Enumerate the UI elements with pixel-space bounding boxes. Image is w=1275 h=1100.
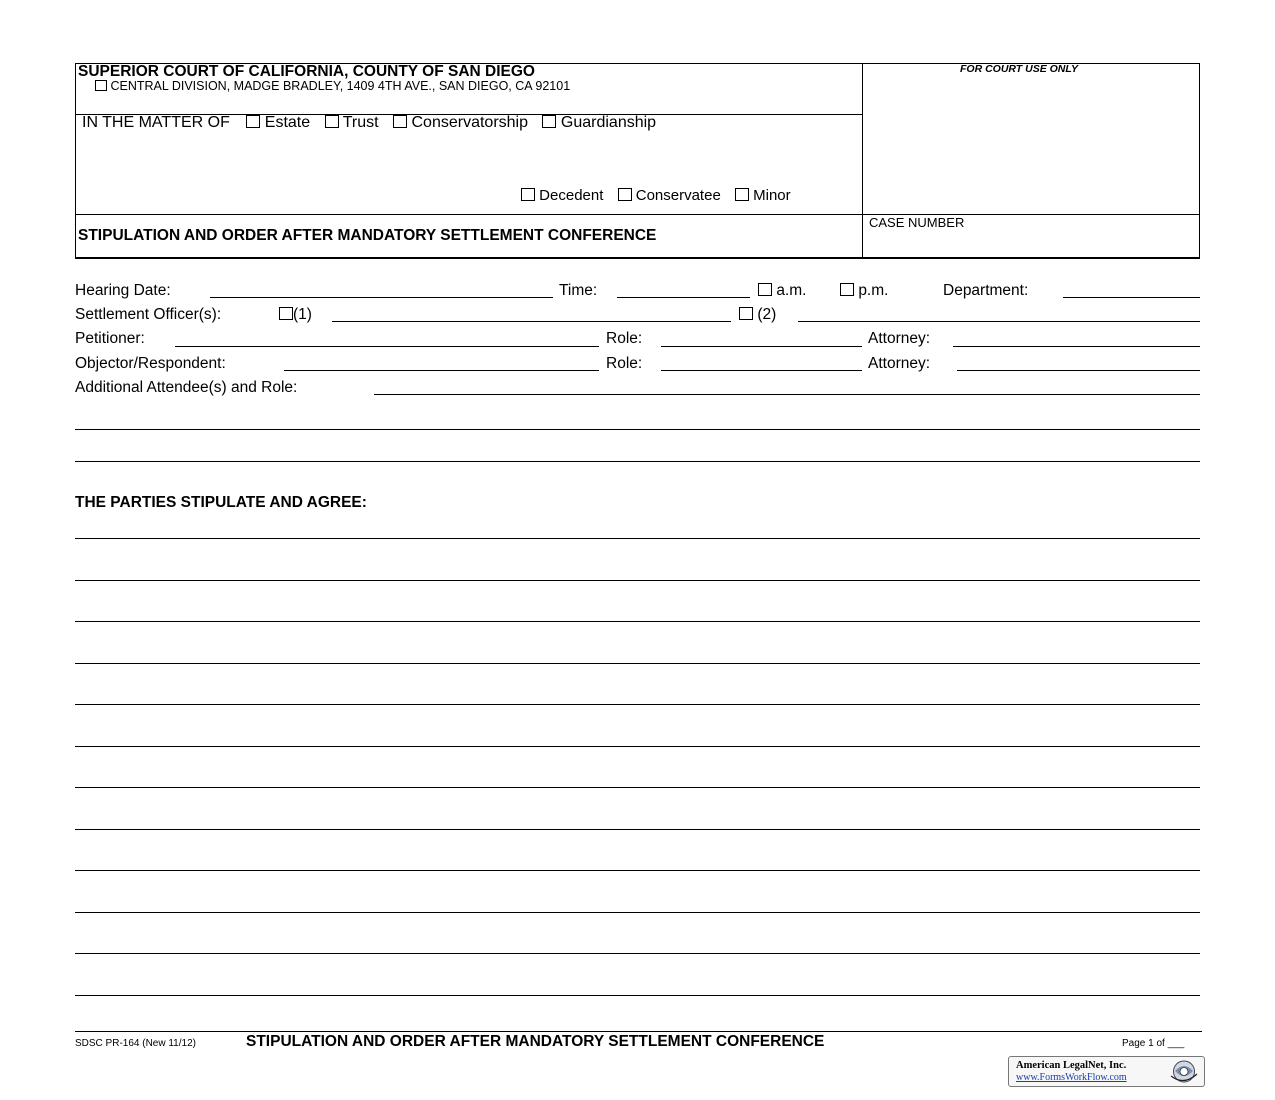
court-use-only-label: FOR COURT USE ONLY [960, 63, 1079, 75]
pm-option [840, 282, 888, 300]
objector-field[interactable] [284, 370, 599, 371]
settlement-officers-label: Settlement Officer(s): [75, 306, 222, 323]
division-row [95, 79, 570, 93]
petitioner-attorney-label: Attorney: [868, 330, 931, 347]
officer-2-field[interactable] [798, 321, 1200, 322]
stipulation-line[interactable] [75, 953, 1200, 954]
case-number-label: CASE NUMBER [869, 215, 965, 230]
estate-checkbox[interactable] [246, 115, 260, 128]
department-field[interactable] [1063, 297, 1200, 298]
officer-2-label: (2) [757, 306, 777, 323]
objector-attorney-label: Attorney: [868, 355, 931, 372]
conservatorship-label: Conservatorship [411, 114, 528, 131]
am-label: a.m. [776, 282, 807, 299]
pm-checkbox[interactable] [840, 283, 854, 296]
conservatorship-checkbox[interactable] [393, 115, 407, 128]
stipulation-line[interactable] [75, 870, 1200, 871]
division-label: CENTRAL DIVISION, MADGE BRADLEY, 1409 4TH AVE., SAN DIEGO, CA 92101 [110, 79, 571, 93]
petitioner-role-label: Role: [606, 330, 643, 347]
additional-attendees-label: Additional Attendee(s) and Role: [75, 379, 298, 396]
am-option [758, 282, 806, 300]
officer-1-label: (1) [293, 306, 312, 323]
officer-2-option [739, 306, 776, 324]
header-divider [862, 63, 863, 258]
petitioner-attorney-field[interactable] [953, 346, 1200, 347]
estate-label: Estate [264, 114, 311, 131]
header-right-border [1199, 63, 1200, 258]
matter-row [82, 114, 656, 132]
stipulation-line[interactable] [75, 621, 1200, 622]
court-name: SUPERIOR COURT OF CALIFORNIA, COUNTY OF SAN DIEGO [78, 63, 535, 80]
objector-role-field[interactable] [661, 370, 862, 371]
hearing-date-field[interactable] [210, 297, 553, 298]
guardianship-checkbox[interactable] [542, 115, 556, 128]
minor-checkbox[interactable] [735, 188, 749, 201]
additional-attendees-field[interactable] [374, 394, 1200, 395]
stipulation-line[interactable] [75, 704, 1200, 705]
vendor-url[interactable]: www.FormsWorkFlow.com [1016, 1072, 1127, 1083]
conservatee-checkbox[interactable] [618, 188, 632, 201]
stipulate-heading: THE PARTIES STIPULATE AND AGREE: [75, 494, 367, 511]
vendor-name: American LegalNet, Inc. [1016, 1060, 1127, 1071]
time-label: Time: [559, 282, 598, 299]
title-section-divider [75, 214, 1200, 215]
officer-1-option [279, 306, 312, 324]
form-id: SDSC PR-164 (New 11/12) [75, 1038, 196, 1049]
vendor-badge[interactable] [1008, 1056, 1205, 1087]
officer-1-field[interactable] [332, 321, 731, 322]
stipulation-line[interactable] [75, 580, 1200, 581]
officer-1-checkbox[interactable] [279, 307, 293, 320]
stipulation-line[interactable] [75, 663, 1200, 664]
hearing-date-label: Hearing Date: [75, 282, 171, 299]
decedent-checkbox[interactable] [521, 188, 535, 201]
pm-label: p.m. [858, 282, 889, 299]
trust-label: Trust [342, 114, 379, 131]
subject-row [521, 187, 791, 204]
decedent-label: Decedent [539, 187, 604, 204]
conservatee-label: Conservatee [635, 187, 721, 204]
objector-label: Objector/Respondent: [75, 355, 226, 372]
guardianship-label: Guardianship [560, 114, 657, 131]
vendor-logo-icon [1167, 1059, 1201, 1084]
stipulation-line[interactable] [75, 787, 1200, 788]
additional-line-3[interactable] [75, 461, 1200, 462]
header-left-border [75, 63, 76, 258]
objector-role-label: Role: [606, 355, 643, 372]
stipulation-line[interactable] [75, 746, 1200, 747]
department-label: Department: [943, 282, 1029, 299]
central-division-checkbox[interactable] [95, 80, 107, 91]
petitioner-field[interactable] [175, 346, 599, 347]
stipulation-line[interactable] [75, 829, 1200, 830]
stipulation-line[interactable] [75, 538, 1200, 539]
petitioner-role-field[interactable] [661, 346, 862, 347]
am-checkbox[interactable] [758, 283, 772, 296]
footer-title: STIPULATION AND ORDER AFTER MANDATORY SETTLEMENT CONFERENCE [246, 1033, 825, 1050]
page-number: Page 1 of ___ [1122, 1038, 1185, 1049]
stipulation-line[interactable] [75, 912, 1200, 913]
stipulation-line[interactable] [75, 995, 1200, 996]
trust-checkbox[interactable] [325, 115, 339, 128]
additional-line-2[interactable] [75, 429, 1200, 430]
footer-rule [75, 1031, 1202, 1032]
officer-2-checkbox[interactable] [739, 307, 753, 320]
minor-label: Minor [753, 187, 791, 204]
objector-attorney-field[interactable] [957, 370, 1200, 371]
time-field[interactable] [617, 297, 750, 298]
header-bottom-border [75, 257, 1200, 259]
in-the-matter-label: IN THE MATTER OF [82, 114, 230, 131]
petitioner-label: Petitioner: [75, 330, 145, 347]
form-title: STIPULATION AND ORDER AFTER MANDATORY SETTLEMENT CONFERENCE [78, 227, 657, 244]
